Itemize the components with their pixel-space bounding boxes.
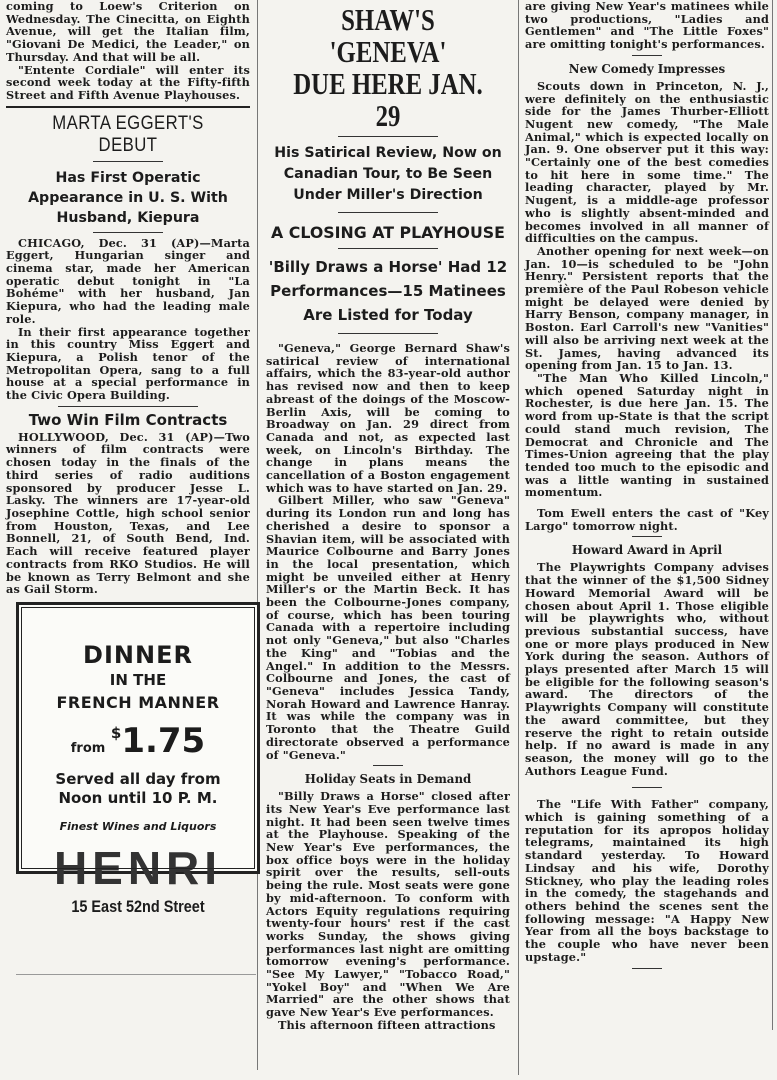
headline-line: DUE HERE JAN. 29 [293,66,483,133]
divider [632,787,662,788]
section-new-comedy: New Comedy Impresses [568,61,726,76]
divider [58,406,198,407]
subhead-shaw: His Satirical Review, Now on Canadian Tour, to Be Seen Under Miller's Direction [274,145,502,203]
ad-wines: Finest Wines and Liquors [59,820,217,833]
article-text: In their first appearance together in this country Miss Eggert and Kiepura, a Polish tenor of the Metropolitan Opera, sang to a full house at a special performance in the Civic Opera Building. [6,324,250,403]
headline-two-win: Two Win Film Contracts [28,410,228,429]
ad-address: 15 East 52nd Street [71,897,205,916]
column-rule [257,0,258,1070]
headline-line: SHAW'S 'GENEVA' [329,2,447,69]
divider [338,333,438,334]
divider [93,232,163,233]
ad-line: DINNER [83,641,193,669]
headline-closing: A CLOSING AT PLAYHOUSE [271,223,505,242]
divider [338,248,438,249]
article-text: HOLLYWOOD, Dec. 31 (AP)—Two winners of film contracts were chosen today in the finals of the third series of radio auditions sponsored by producer Jesse L. Lasky. The winners are 17-year-old Josephine Cottle, high school senior from Houston, Texas, and Lee Bonnell, 21, of South Bend, Ind. Each will receive featured player contracts from RKO Studios. He will be known as Terry Belmont and she as Gail Storm. [6,429,250,597]
headline-shaw-geneva [290,4,485,132]
subhead-billy: 'Billy Draws a Horse' Had 12 Performances—15 Matinees Are Listed for Today [268,258,508,324]
divider [93,161,163,162]
article-text: The Playwrights Company advises that the winner of the $1,500 Sidney Howard Memorial Award will be chosen about April 1. Those eligible will be playwrights who, without previous substantial success, have one or more plays produced in New York during the season. Authors of plays presented after March 15 will be eligible for the following season's award. The directors of the Playwrights Company will constitute the award committee, but they reserve the right to retain outside help. If no award is made in any season, the money will go to the Authors League Fund. [525,560,769,778]
ad-from: from [70,741,106,756]
ad-line: Served all day from [55,770,221,788]
article-text: The "Life With Father" company, which is gaining something of a reputation for its apropos holiday telegrams, maintained its high standard yesterday. To Howard Lindsay and his wife, Dorothy Stickney, who play the leading roles in the comedy, the stagehands and others behind the scenes sent the following message: "A Happy New Year from all the boys backstage to the couple who have never been upstage." [525,797,769,964]
ad-price [19,721,257,761]
divider [6,106,250,108]
ad-amount: 1.75 [121,721,206,761]
divider [338,136,438,137]
article-text: "The Man Who Killed Lincoln," which opened Saturday night in Rochester, is due here Jan. 15. The word from up-State is that the script could stand much revision, The Democrat and Chronicle and The Times-Union agreeing that the play tended too much to the episodic and was a little wanting in sustained momentum. [525,370,769,500]
divider [16,974,256,975]
divider [632,536,662,537]
subhead-marta-eggert: Has First Operatic Appearance in U. S. With Husband, Kiepura [28,169,228,226]
ad-line: FRENCH MANNER [56,693,220,712]
article-text: Gilbert Miller, who saw "Geneva" during its London run and long has cherished a desire to sponsor a Shavian item, will be associated with Maurice Colbourne and Barry Jones in the local presentation, which might be unveiled either at Henry Miller's or the Martin Beck. It has been the Colbourne-Jones company, of course, which has been touring Canada with a repertoire including not only "Geneva," but also "Charles the King" and "Tobias and the Angel." In addition to the Messrs. Colbourne and Jones, the cast of "Geneva" includes Jessica Tandy, Norah Howard and Lawrence Hanray. It was while the company was in Toronto that the Theatre Guild directorate observed a performance of "Geneva." [266,493,510,762]
article-text: "Billy Draws a Horse" closed after its New Year's Eve performance last night. It had been seen twelve times at the Playhouse. Speaking of the New Year's Eve performances, the box office boys were in the holiday spirit over the results, sell-outs being the rule. Most seats were gone by mid-afternoon. To conform with Actors Equity regulations requiring twenty-four hours' rest if the cast works Sunday, the shows giving performances last night are omitting tomorrow evening's performance. "See My Lawyer," "Tobacco Road," "Yokel Boy" and "When We Are Married" are the other shows that gave New Year's Eve performances. [266,789,510,1020]
ad-dollar: $ [110,724,122,742]
divider [338,212,438,213]
section-holiday: Holiday Seats in Demand [304,772,472,787]
article-text: Scouts down in Princeton, N. J., were definitely on the enthusiastic side for the James Thurber-Elliott Nugent new comedy, "The Male Animal," which is expected locally on Jan. 9. One observer put it this way: "Certainly one of the best comedies to hit here in some time." The leading character, played by Mr. Nugent, is a middle-age professor who is slightly absent-minded and becomes involved in all manner of difficulties on the campus. [525,78,769,246]
section-howard-award: Howard Award in April [571,543,723,558]
headline-marta-eggert: MARTA EGGERT'S DEBUT [52,112,204,156]
divider [632,968,662,969]
article-text: Another opening for next week—on Jan. 10—is scheduled to be "John Henry." Persistent reports that the première of the Paul Robeson vehicle might be delayed were denied by Harry Benson, company manager, in Boston. Earl Carroll's new "Vanities" will also be arriving next week at the St. James, having advanced its opening from Jan. 15 to Jan. 13. [525,243,769,373]
article-text: "Geneva," George Bernard Shaw's satirical review of international affairs, which the 83-year-old author has revised now and then to keep abreast of the doings of the Moscow-Berlin Axis, will be coming to Broadway on Jan. 29 direct from Canada and not, as expected last week, on Lincoln's Birthday. The change in plans means the cancellation of a Boston engagement which was to have started on Jan. 29. [266,341,510,495]
column-left [6,0,250,596]
column-rule [518,0,519,1075]
divider [373,765,403,766]
ad-line: IN THE [109,671,167,689]
article-text: This afternoon fifteen attractions [278,1017,496,1032]
article-text: are giving New Year's matinees while two productions, "Ladies and Gentlemen" and "The Little Foxes" are omitting tonight's performances. [525,0,769,52]
article-text: CHICAGO, Dec. 31 (AP)—Marta Eggert, Hungarian singer and cinema star, made her American operatic debut tonight in "La Bohéme" with her husband, Jan Kiepura, who had the leading male role. [6,235,250,326]
ad-name: HENRI [53,842,223,894]
ad-line: Noon until 10 P. M. [58,789,218,807]
article-text: coming to Loew's Criterion on Wednesday. The Cinecitta, on Eighth Avenue, will get the Italian film, "Giovani De Medici, the Leader," on Thursday. And that will be all. [6,0,250,64]
column-right [525,0,769,973]
divider [632,55,662,56]
article-text: "Entente Cordiale" will enter its second week today at the Fifty-fifth Street and Fifth Avenue Playhouses. [6,62,250,102]
column-center [266,0,510,1032]
column-rule [772,0,773,1030]
henri-restaurant-ad [16,602,260,916]
article-text: Tom Ewell enters the cast of "Key Largo" tomorrow night. [525,506,769,533]
ad-hours [19,770,257,808]
